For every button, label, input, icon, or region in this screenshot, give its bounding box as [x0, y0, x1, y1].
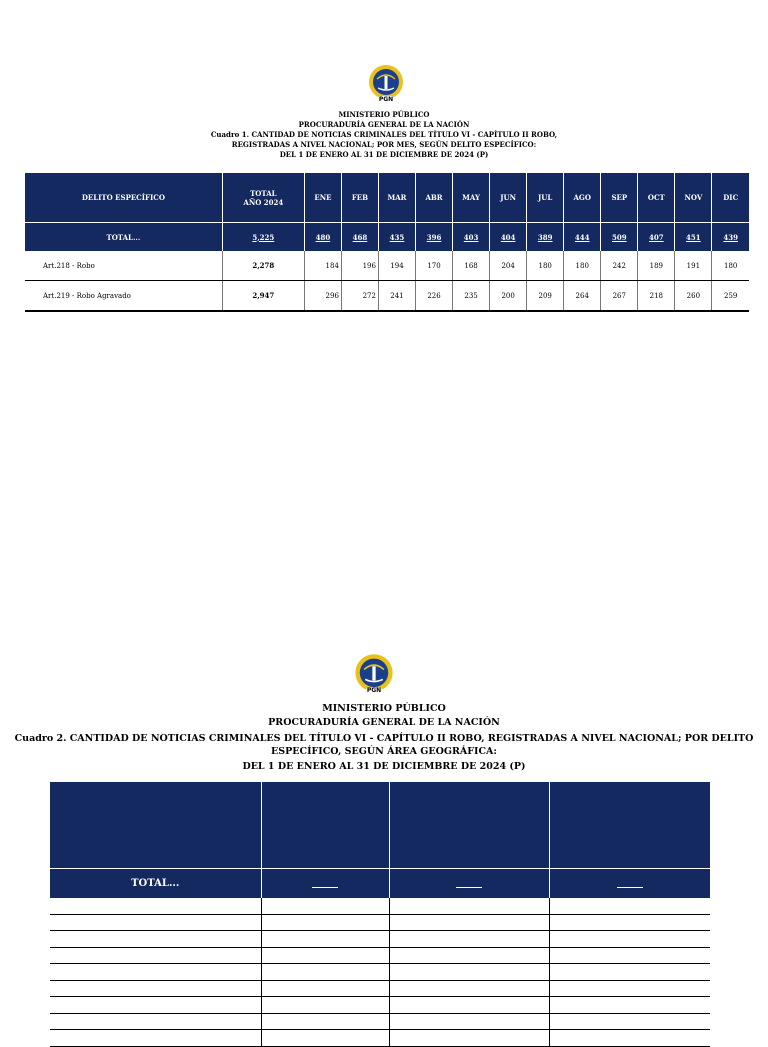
table-row — [50, 931, 710, 948]
total-label: TOTAL... — [25, 223, 222, 252]
row-month-value: 189 — [638, 251, 675, 281]
col-header-month: ENE — [304, 173, 341, 223]
table2-header-cell — [549, 782, 710, 869]
row-total: 2,278 — [222, 251, 304, 281]
col-header-month: MAY — [453, 173, 490, 223]
table1-title-line3: DEL 1 DE ENERO AL 31 DE DICIEMBRE DE 2024 (P) — [279, 150, 489, 159]
col-header-total-line1: TOTAL — [250, 188, 277, 198]
row-month-value: 191 — [675, 251, 712, 281]
row-month-value: 180 — [564, 251, 601, 281]
table2-total-row — [50, 869, 710, 899]
col-header-month: FEB — [341, 173, 378, 223]
row-month-value: 259 — [712, 281, 749, 312]
table-row — [25, 251, 749, 281]
total-month-cell: 444 — [564, 223, 601, 252]
total-cell — [549, 869, 710, 899]
table-row — [50, 1030, 710, 1047]
col-header-total-line2: AÑO 2024 — [243, 197, 284, 207]
col-header-month: OCT — [638, 173, 675, 223]
table2-title-line1: Cuadro 2. CANTIDAD DE NOTICIAS CRIMINALES DEL TÍTULO VI - CAPÍTULO II ROBO, REGISTRADAS A NIVEL NACIONAL; POR DELITO — [14, 733, 754, 744]
row-month-value: 226 — [416, 281, 453, 312]
row-month-value: 241 — [378, 281, 415, 312]
table1-header-row — [25, 173, 749, 223]
total-month-cell: 389 — [527, 223, 564, 252]
row-month-value: 209 — [527, 281, 564, 312]
table2-header-row — [50, 782, 710, 869]
row-month-value: 272 — [341, 281, 378, 312]
row-month-value: 184 — [304, 251, 341, 281]
total-month-cell: 439 — [712, 223, 749, 252]
table2-title-line2: ESPECÍFICO, SEGÚN ÁREA GEOGRÁFICA: — [271, 746, 497, 757]
total-month-cell: 480 — [304, 223, 341, 252]
total-cell — [389, 869, 549, 899]
row-month-value: 260 — [675, 281, 712, 312]
table-row — [50, 898, 710, 914]
table1-total-row — [25, 223, 749, 252]
row-total: 2,947 — [222, 281, 304, 312]
emblem-label: PGN — [366, 687, 382, 694]
col-header-month: ABR — [416, 173, 453, 223]
org-name-line1: MINISTERIO PÚBLICO — [338, 110, 430, 119]
table-row — [50, 947, 710, 964]
table-row — [50, 1013, 710, 1030]
org-name-line1: MINISTERIO PÚBLICO — [322, 703, 446, 714]
table-row — [50, 980, 710, 997]
emblem-label: PGN — [378, 96, 394, 103]
row-label: Art.218 - Robo — [25, 251, 222, 281]
org-name-line2: PROCURADURÍA GENERAL DE LA NACIÓN — [298, 120, 470, 129]
total-label: TOTAL... — [50, 869, 261, 899]
table-row — [50, 914, 710, 931]
col-header-month: SEP — [601, 173, 638, 223]
total-month-cell: 407 — [638, 223, 675, 252]
total-month-cell: 451 — [675, 223, 712, 252]
table1-title-line1: Cuadro 1. CANTIDAD DE NOTICIAS CRIMINALES DEL TÍTULO VI - CAPÍTULO II ROBO, — [210, 130, 558, 139]
row-month-value: 218 — [638, 281, 675, 312]
row-month-value: 235 — [453, 281, 490, 312]
table-row — [50, 964, 710, 981]
table2 — [50, 782, 710, 1047]
total-month-cell: 509 — [601, 223, 638, 252]
col-header-total — [222, 173, 304, 223]
total-month-cell: 468 — [341, 223, 378, 252]
row-month-value: 180 — [712, 251, 749, 281]
table2-header-cell — [50, 782, 261, 869]
table1-title-line2: REGISTRADAS A NIVEL NACIONAL; POR MES, SEGÚN DELITO ESPECÍFICO: — [231, 140, 537, 149]
total-cell — [261, 869, 389, 899]
row-label: Art.219 - Robo Agravado — [25, 281, 222, 312]
table1 — [25, 173, 749, 312]
table2-header-cell — [389, 782, 549, 869]
row-month-value: 296 — [304, 281, 341, 312]
org-name-line2: PROCURADURÍA GENERAL DE LA NACIÓN — [268, 717, 500, 728]
row-month-value: 180 — [527, 251, 564, 281]
col-header-month: NOV — [675, 173, 712, 223]
row-month-value: 267 — [601, 281, 638, 312]
table-row — [25, 281, 749, 312]
table-row — [50, 997, 710, 1014]
col-header-month: DIC — [712, 173, 749, 223]
row-month-value: 170 — [416, 251, 453, 281]
col-header-month: JUL — [527, 173, 564, 223]
row-month-value: 200 — [490, 281, 527, 312]
col-header-delito: DELITO ESPECÍFICO — [25, 173, 222, 223]
total-month-cell: 435 — [378, 223, 415, 252]
col-header-month: JUN — [490, 173, 527, 223]
row-month-value: 264 — [564, 281, 601, 312]
row-month-value: 196 — [341, 251, 378, 281]
row-month-value: 194 — [378, 251, 415, 281]
total-month-cell: 404 — [490, 223, 527, 252]
row-month-value: 168 — [453, 251, 490, 281]
col-header-month: MAR — [378, 173, 415, 223]
table2-title-line3: DEL 1 DE ENERO AL 31 DE DICIEMBRE DE 2024 (P) — [242, 761, 526, 772]
total-month-cell: 396 — [416, 223, 453, 252]
total-month-cell: 403 — [453, 223, 490, 252]
col-header-month: AGO — [564, 173, 601, 223]
row-month-value: 242 — [601, 251, 638, 281]
row-month-value: 204 — [490, 251, 527, 281]
table2-header-cell — [261, 782, 389, 869]
total-cell: 5,225 — [222, 223, 304, 252]
